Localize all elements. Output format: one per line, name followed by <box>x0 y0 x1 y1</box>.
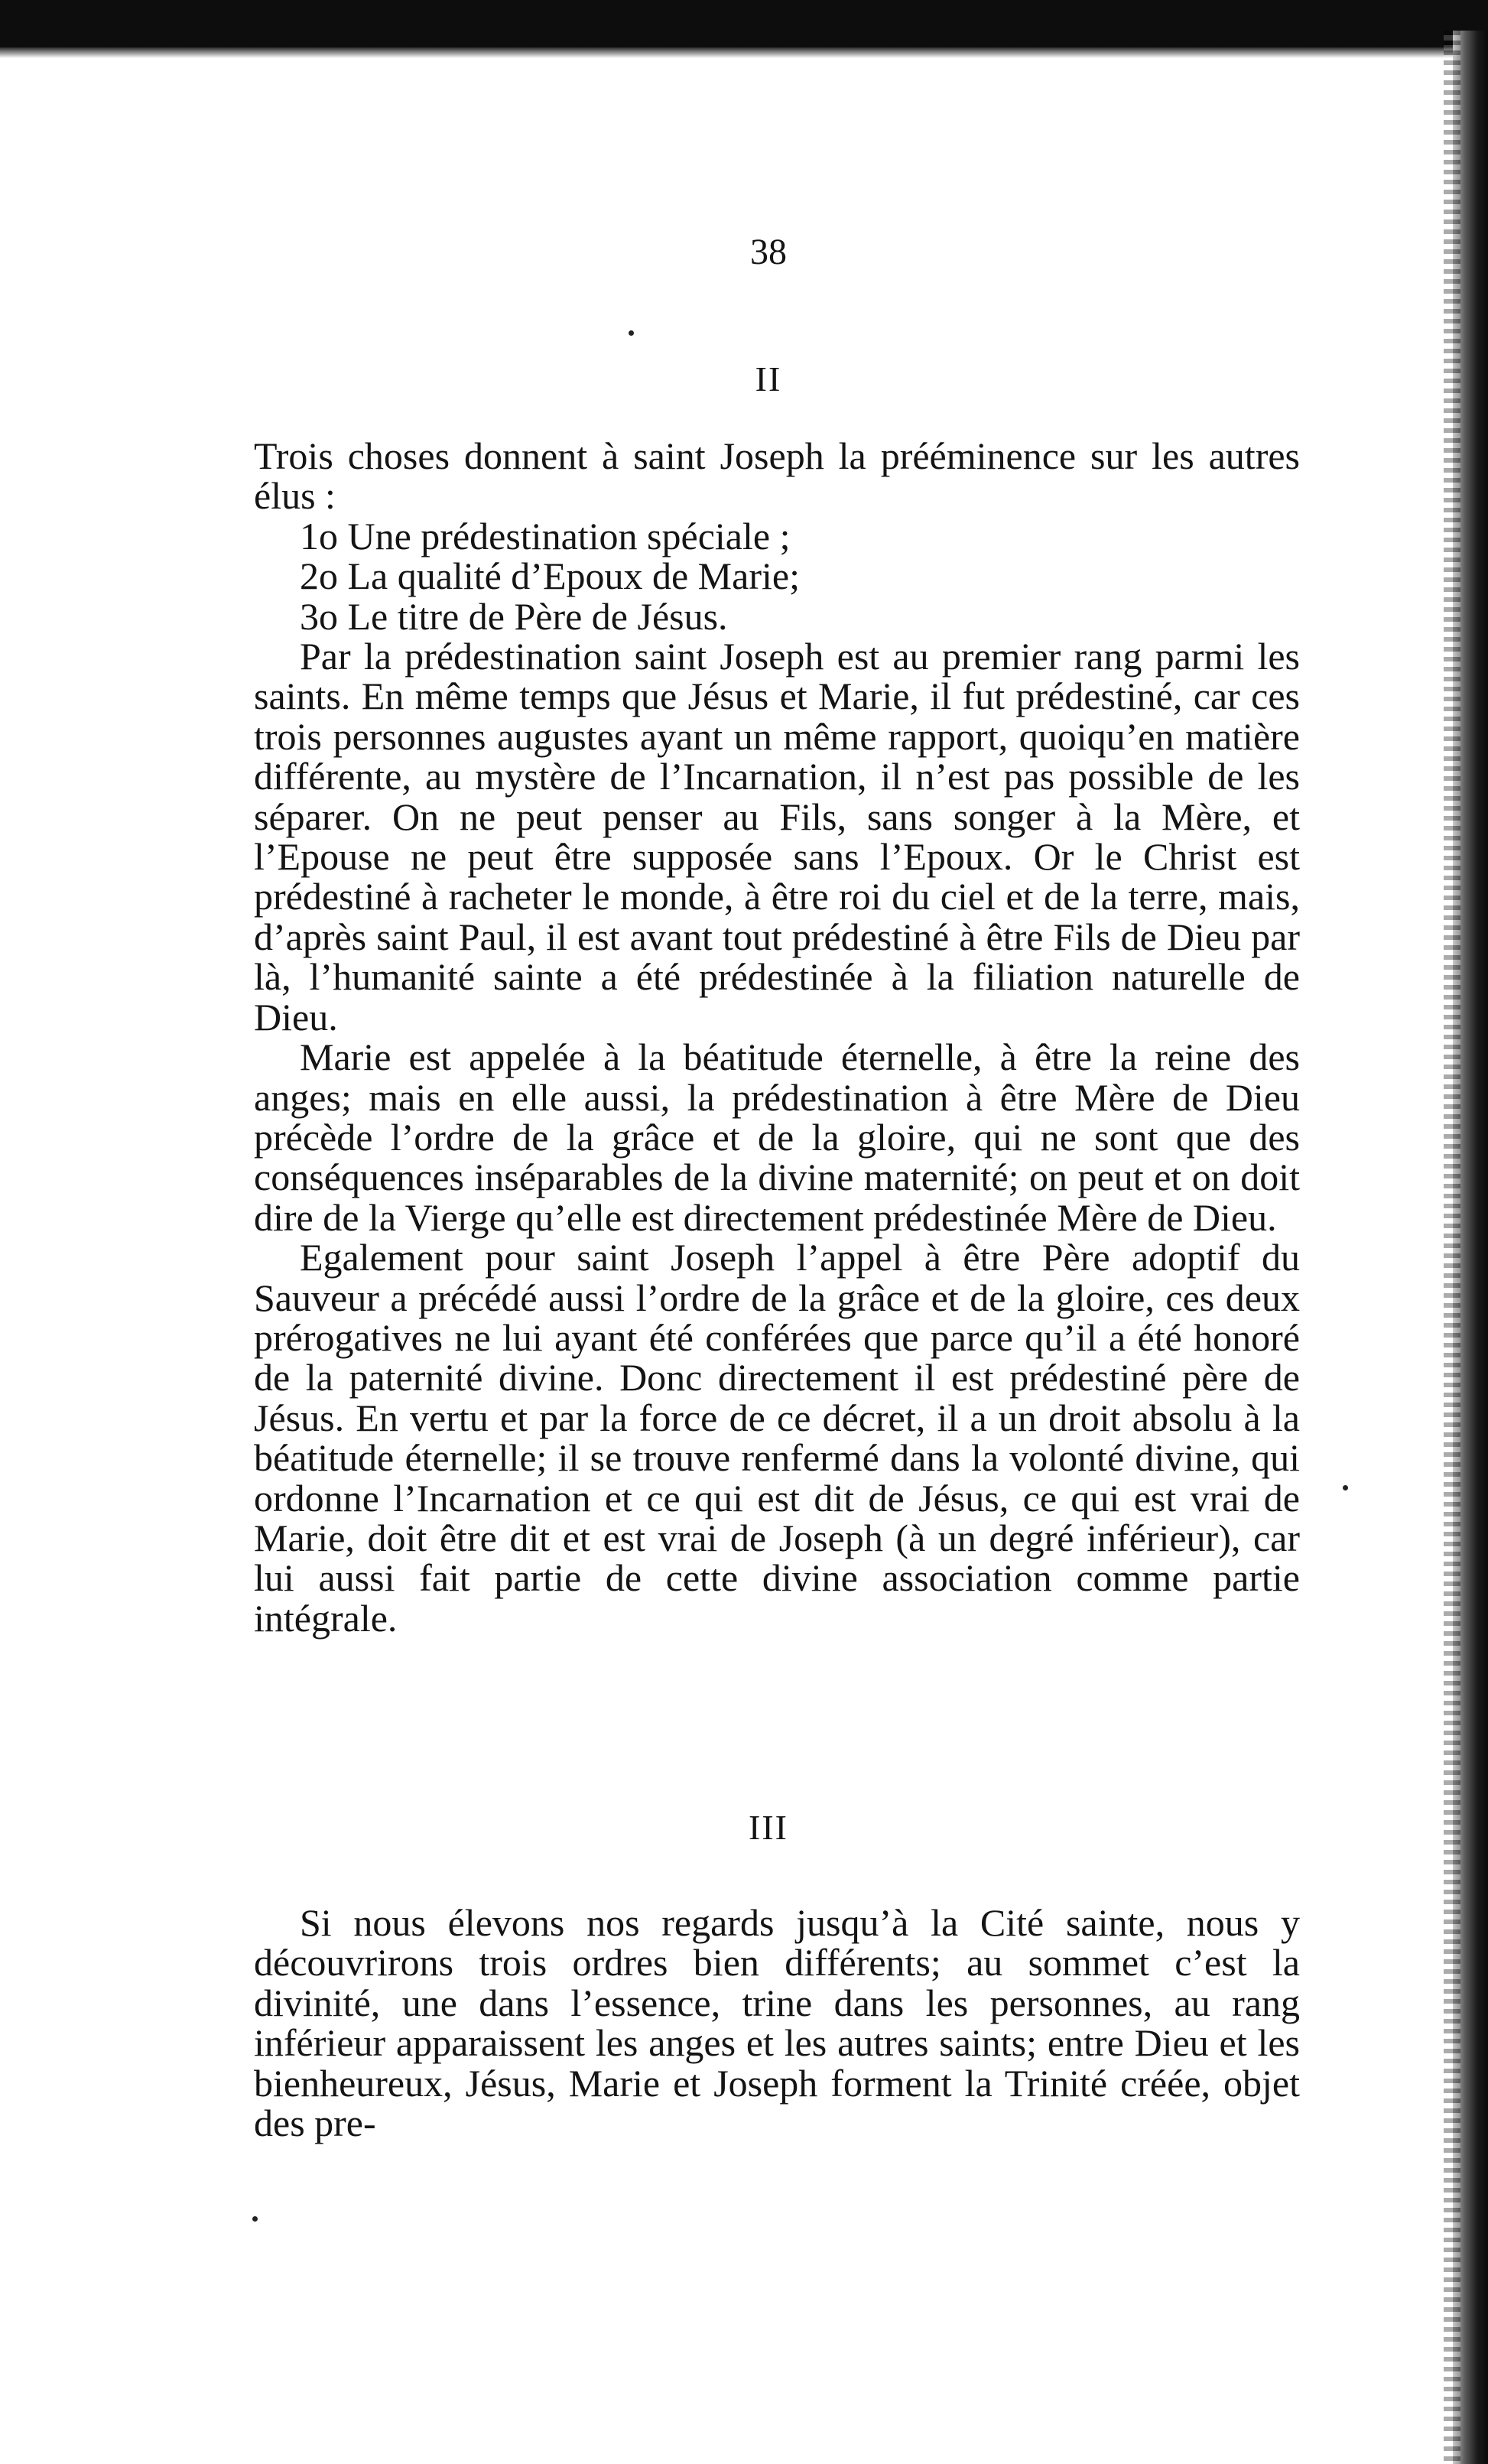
scan-top-shadow <box>0 47 1488 58</box>
stray-ink-mark <box>629 330 634 336</box>
paragraph-predestination: Par la prédestination saint Joseph est au premier rang parmi les saints. En même temps que Jésus et Marie, il fut prédestiné, car ces trois personnes augustes ayant un même rapport, quoiqu’en matière différente, au mystère de l’Incarnation, il n’est pas possible de les séparer. On ne peut penser au Fils, sans songer à la Mère, et l’Epouse ne peut être supposée sans l’Epoux. Or le Christ est prédestiné à racheter le monde, à être roi du ciel et de la terre, mais, d’après saint Paul, il est avant tout prédestiné à être Fils de Dieu par là, l’humanité sainte a été prédestinée à la filiation naturelle de Dieu. <box>254 635 1300 1039</box>
list-item-1: 1o Une prédestination spéciale ; <box>300 514 791 557</box>
section-heading-ii: II <box>755 359 782 398</box>
list-item-2: 2o La qualité d’Epoux de Marie; <box>300 554 800 598</box>
scan-top-border <box>0 0 1488 47</box>
paragraph-cite-sainte: Si nous élevons nos regards jusqu’à la Cité sainte, nous y découvrirons trois ordres bien différents; au sommet c’est la divinité, une dans l’essence, trine dans les personnes, au rang inférieur apparaissent les anges et les autres saints; entre Dieu et les bienheureux, Jésus, Marie et Joseph forment la Trinité créée, objet des pre- <box>254 1901 1300 2145</box>
page-number: 38 <box>750 232 787 272</box>
stray-ink-mark <box>1343 1485 1348 1490</box>
section-ii-body <box>254 436 1300 1638</box>
paragraph-intro: Trois choses donnent à saint Joseph la prééminence sur les autres élus : <box>254 434 1300 518</box>
section-iii-body <box>254 1903 1300 2143</box>
paragraph-marie: Marie est appelée à la béatitude éternelle, à être la reine des anges; mais en elle aussi, la prédestination à être Mère de Dieu précède l’ordre de la grâce et de la gloire, qui ne sont que des conséquences inséparables de la divine maternité; on peut et on doit dire de la Vierge qu’elle est directement prédestinée Mère de Dieu. <box>254 1035 1300 1239</box>
list-item-3: 3o Le titre de Père de Jésus. <box>300 594 728 638</box>
paragraph-joseph: Egalement pour saint Joseph l’appel à être Père adoptif du Sauveur a précédé aussi l’ordre de la grâce et de la gloire, ces deux prérogatives ne lui ayant été conférées que parce qu’il a été honoré de la paternité divine. Donc directement il est prédestiné père de Jésus. En vertu et par la force de ce décret, il a un droit absolu à la béatitude éternelle; il se trouve renfermé dans la volonté divine, qui ordonne l’Incarnation et ce qui est dit de Jésus, ce qui est vrai de Marie, doit être dit et est vrai de Joseph (à un degré inférieur), car lui aussi fait partie de cette divine association comme partie intégrale. <box>254 1236 1300 1640</box>
stray-ink-mark <box>252 2216 258 2222</box>
section-heading-iii: III <box>749 1808 788 1847</box>
